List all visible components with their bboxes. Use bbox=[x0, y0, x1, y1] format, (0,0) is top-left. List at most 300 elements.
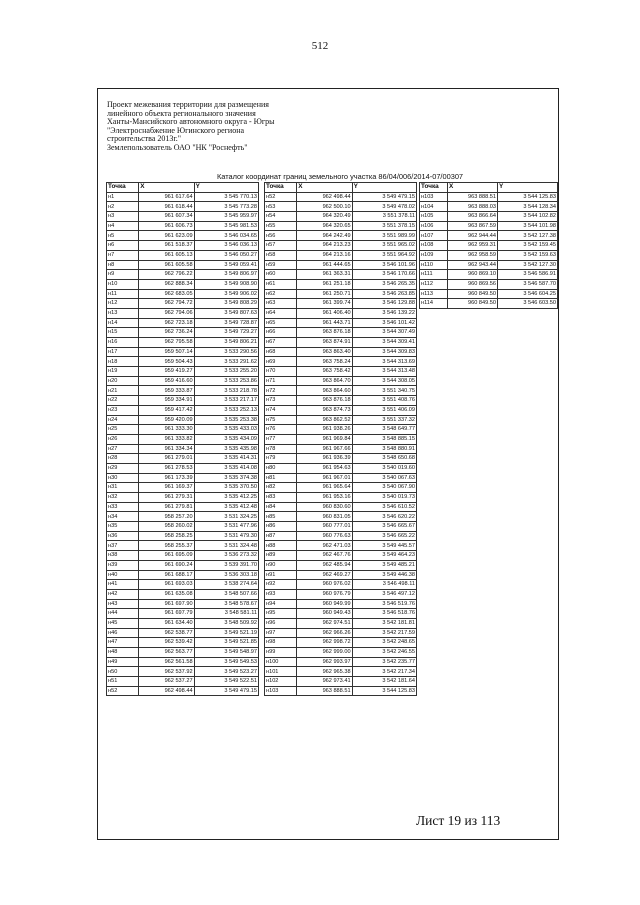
x-cell: 962 736.24 bbox=[139, 328, 194, 338]
table-row bbox=[107, 415, 259, 425]
x-cell: 961 635.08 bbox=[139, 589, 194, 599]
y-cell: 3 546 603.50 bbox=[498, 299, 558, 309]
x-cell: 961 688.17 bbox=[139, 570, 194, 580]
point-cell: н84 bbox=[265, 502, 297, 512]
y-cell: 3 542 127.30 bbox=[498, 260, 558, 270]
table-row bbox=[265, 192, 417, 202]
x-cell: 961 518.37 bbox=[139, 241, 194, 251]
x-cell: 962 973.41 bbox=[297, 677, 352, 687]
x-cell: 962 796.22 bbox=[139, 270, 194, 280]
x-cell: 961 969.84 bbox=[297, 434, 352, 444]
y-cell: 3 549 522.51 bbox=[194, 677, 258, 687]
y-cell: 3 548 880.91 bbox=[352, 444, 416, 454]
y-cell: 3 544 313.69 bbox=[352, 357, 416, 367]
y-cell: 3 551 378.15 bbox=[352, 221, 416, 231]
y-cell: 3 549 478.02 bbox=[352, 202, 416, 212]
x-cell: 960 949.99 bbox=[297, 599, 352, 609]
point-cell: н17 bbox=[107, 347, 139, 357]
y-cell: 3 544 125.83 bbox=[352, 686, 416, 696]
column-header-point: Точка bbox=[107, 183, 139, 193]
x-cell: 961 953.16 bbox=[297, 493, 352, 503]
x-cell: 961 695.09 bbox=[139, 551, 194, 561]
point-cell: н46 bbox=[107, 628, 139, 638]
y-cell: 3 544 309.41 bbox=[352, 338, 416, 348]
y-cell: 3 544 125.83 bbox=[498, 192, 558, 202]
x-cell: 961 333.82 bbox=[139, 434, 194, 444]
x-cell: 962 723.18 bbox=[139, 318, 194, 328]
point-cell: н40 bbox=[107, 570, 139, 580]
table-row bbox=[420, 202, 558, 212]
y-cell: 3 549 806.21 bbox=[194, 338, 258, 348]
y-cell: 3 546 139.22 bbox=[352, 308, 416, 318]
y-cell: 3 546 620.22 bbox=[352, 512, 416, 522]
table-row bbox=[420, 299, 558, 309]
table-row bbox=[107, 376, 259, 386]
table-row bbox=[107, 299, 259, 309]
y-cell: 3 549 808.29 bbox=[194, 299, 258, 309]
x-cell: 963 863.40 bbox=[297, 347, 352, 357]
y-cell: 3 533 290.56 bbox=[194, 347, 258, 357]
table-row bbox=[265, 493, 417, 503]
project-header bbox=[107, 101, 275, 153]
y-cell: 3 546 034.65 bbox=[194, 231, 258, 241]
y-cell: 3 539 391.70 bbox=[194, 560, 258, 570]
y-cell: 3 542 127.38 bbox=[498, 231, 558, 241]
x-cell: 964 213.23 bbox=[297, 241, 352, 251]
y-cell: 3 551 964.92 bbox=[352, 250, 416, 260]
y-cell: 3 542 181.64 bbox=[352, 677, 416, 687]
table-row bbox=[107, 202, 259, 212]
project-line: Ханты-Мансийского автономного округа - Югры bbox=[107, 117, 275, 127]
table-row bbox=[265, 425, 417, 435]
x-cell: 958 260.02 bbox=[139, 522, 194, 532]
x-cell: 959 507.14 bbox=[139, 347, 194, 357]
x-cell: 963 876.18 bbox=[297, 328, 352, 338]
y-cell: 3 533 217.17 bbox=[194, 396, 258, 406]
point-cell: н9 bbox=[107, 270, 139, 280]
y-cell: 3 544 313.48 bbox=[352, 367, 416, 377]
point-cell: н68 bbox=[265, 347, 297, 357]
x-cell: 959 420.09 bbox=[139, 415, 194, 425]
table-row bbox=[265, 347, 417, 357]
coordinates-table-1 bbox=[106, 182, 259, 696]
x-cell: 961 334.34 bbox=[139, 444, 194, 454]
y-cell: 3 546 519.76 bbox=[352, 599, 416, 609]
point-cell: н52 bbox=[265, 192, 297, 202]
x-cell: 960 849.50 bbox=[448, 299, 498, 309]
point-cell: н96 bbox=[265, 618, 297, 628]
y-cell: 3 549 908.90 bbox=[194, 279, 258, 289]
y-cell: 3 548 649.77 bbox=[352, 425, 416, 435]
table-row bbox=[265, 386, 417, 396]
point-cell: н73 bbox=[265, 396, 297, 406]
table-row bbox=[420, 250, 558, 260]
y-cell: 3 545 773.28 bbox=[194, 202, 258, 212]
point-cell: н43 bbox=[107, 599, 139, 609]
point-cell: н65 bbox=[265, 318, 297, 328]
x-cell: 962 539.42 bbox=[139, 638, 194, 648]
point-cell: н14 bbox=[107, 318, 139, 328]
y-cell: 3 544 128.34 bbox=[498, 202, 558, 212]
x-cell: 961 697.90 bbox=[139, 599, 194, 609]
point-cell: н105 bbox=[420, 212, 448, 222]
table-row bbox=[107, 250, 259, 260]
point-cell: н102 bbox=[265, 677, 297, 687]
table-row bbox=[107, 589, 259, 599]
table-row bbox=[107, 386, 259, 396]
x-cell: 961 278.53 bbox=[139, 463, 194, 473]
point-cell: н79 bbox=[265, 454, 297, 464]
x-cell: 962 561.58 bbox=[139, 657, 194, 667]
x-cell: 962 888.34 bbox=[139, 279, 194, 289]
table-row bbox=[265, 531, 417, 541]
x-cell: 961 623.09 bbox=[139, 231, 194, 241]
table-row bbox=[265, 618, 417, 628]
table-row bbox=[265, 677, 417, 687]
point-cell: н81 bbox=[265, 473, 297, 483]
y-cell: 3 546 129.88 bbox=[352, 299, 416, 309]
point-cell: н18 bbox=[107, 357, 139, 367]
point-cell: н25 bbox=[107, 425, 139, 435]
point-cell: н16 bbox=[107, 338, 139, 348]
point-cell: н33 bbox=[107, 502, 139, 512]
table-row bbox=[265, 648, 417, 658]
point-cell: н58 bbox=[265, 250, 297, 260]
y-cell: 3 533 252.13 bbox=[194, 405, 258, 415]
point-cell: н61 bbox=[265, 279, 297, 289]
x-cell: 963 866.64 bbox=[448, 212, 498, 222]
point-cell: н109 bbox=[420, 250, 448, 260]
table-row bbox=[107, 638, 259, 648]
table-row bbox=[107, 628, 259, 638]
point-cell: н62 bbox=[265, 289, 297, 299]
x-cell: 962 794.72 bbox=[139, 299, 194, 309]
point-cell: н100 bbox=[265, 657, 297, 667]
x-cell: 961 606.73 bbox=[139, 221, 194, 231]
table-row bbox=[107, 367, 259, 377]
table-row bbox=[265, 638, 417, 648]
y-cell: 3 546 170.66 bbox=[352, 270, 416, 280]
table-row bbox=[265, 415, 417, 425]
table-row bbox=[265, 318, 417, 328]
table-row bbox=[265, 241, 417, 251]
x-cell: 961 938.26 bbox=[297, 425, 352, 435]
table-row bbox=[107, 347, 259, 357]
point-cell: н110 bbox=[420, 260, 448, 270]
table-row bbox=[107, 512, 259, 522]
y-cell: 3 540 019.73 bbox=[352, 493, 416, 503]
point-cell: н86 bbox=[265, 522, 297, 532]
y-cell: 3 544 309.83 bbox=[352, 347, 416, 357]
table-row bbox=[107, 396, 259, 406]
point-cell: н74 bbox=[265, 405, 297, 415]
point-cell: н29 bbox=[107, 463, 139, 473]
table-row bbox=[265, 628, 417, 638]
y-cell: 3 551 965.02 bbox=[352, 241, 416, 251]
y-cell: 3 542 246.55 bbox=[352, 648, 416, 658]
point-cell: н82 bbox=[265, 483, 297, 493]
point-cell: н20 bbox=[107, 376, 139, 386]
point-cell: н6 bbox=[107, 241, 139, 251]
x-cell: 960 776.63 bbox=[297, 531, 352, 541]
x-cell: 962 974.51 bbox=[297, 618, 352, 628]
y-cell: 3 551 340.75 bbox=[352, 386, 416, 396]
point-cell: н48 bbox=[107, 648, 139, 658]
point-cell: н95 bbox=[265, 609, 297, 619]
point-cell: н28 bbox=[107, 454, 139, 464]
table-row bbox=[107, 531, 259, 541]
point-cell: н87 bbox=[265, 531, 297, 541]
x-cell: 962 683.05 bbox=[139, 289, 194, 299]
table-row bbox=[107, 192, 259, 202]
point-cell: н41 bbox=[107, 580, 139, 590]
x-cell: 962 537.92 bbox=[139, 667, 194, 677]
y-cell: 3 535 253.38 bbox=[194, 415, 258, 425]
y-cell: 3 549 729.27 bbox=[194, 328, 258, 338]
table-row bbox=[265, 250, 417, 260]
point-cell: н38 bbox=[107, 551, 139, 561]
table-row bbox=[265, 396, 417, 406]
table-row bbox=[265, 599, 417, 609]
y-cell: 3 549 549.53 bbox=[194, 657, 258, 667]
y-cell: 3 533 253.86 bbox=[194, 376, 258, 386]
table-row bbox=[107, 580, 259, 590]
table-row bbox=[420, 260, 558, 270]
table-row bbox=[420, 241, 558, 251]
table-row bbox=[107, 270, 259, 280]
x-cell: 961 605.13 bbox=[139, 250, 194, 260]
y-cell: 3 549 521.85 bbox=[194, 638, 258, 648]
point-cell: н77 bbox=[265, 434, 297, 444]
table-row bbox=[107, 221, 259, 231]
point-cell: н8 bbox=[107, 260, 139, 270]
y-cell: 3 538 274.64 bbox=[194, 580, 258, 590]
x-cell: 961 936.39 bbox=[297, 454, 352, 464]
table-row bbox=[107, 279, 259, 289]
y-cell: 3 549 485.21 bbox=[352, 560, 416, 570]
table-row bbox=[265, 502, 417, 512]
table-row bbox=[107, 444, 259, 454]
table-row bbox=[265, 367, 417, 377]
column-header-point: Точка bbox=[265, 183, 297, 193]
point-cell: н80 bbox=[265, 463, 297, 473]
y-cell: 3 549 521.19 bbox=[194, 628, 258, 638]
table-row bbox=[265, 221, 417, 231]
point-cell: н27 bbox=[107, 444, 139, 454]
table-row bbox=[107, 308, 259, 318]
table-row bbox=[107, 522, 259, 532]
table-row bbox=[265, 541, 417, 551]
x-cell: 961 618.44 bbox=[139, 202, 194, 212]
y-cell: 3 544 101.98 bbox=[498, 221, 558, 231]
point-cell: н75 bbox=[265, 415, 297, 425]
point-cell: н21 bbox=[107, 386, 139, 396]
table-row bbox=[265, 376, 417, 386]
point-cell: н104 bbox=[420, 202, 448, 212]
point-cell: н70 bbox=[265, 367, 297, 377]
y-cell: 3 536 303.18 bbox=[194, 570, 258, 580]
y-cell: 3 549 728.87 bbox=[194, 318, 258, 328]
table-row bbox=[265, 202, 417, 212]
x-cell: 962 500.10 bbox=[297, 202, 352, 212]
table-row bbox=[265, 580, 417, 590]
x-cell: 961 250.71 bbox=[297, 289, 352, 299]
point-cell: н3 bbox=[107, 212, 139, 222]
x-cell: 962 469.27 bbox=[297, 570, 352, 580]
y-cell: 3 551 378.11 bbox=[352, 212, 416, 222]
y-cell: 3 542 159.45 bbox=[498, 241, 558, 251]
y-cell: 3 544 307.49 bbox=[352, 328, 416, 338]
x-cell: 962 795.58 bbox=[139, 338, 194, 348]
point-cell: н12 bbox=[107, 299, 139, 309]
point-cell: н37 bbox=[107, 541, 139, 551]
x-cell: 962 999.00 bbox=[297, 648, 352, 658]
x-cell: 961 967.66 bbox=[297, 444, 352, 454]
table-row bbox=[265, 551, 417, 561]
x-cell: 961 967.01 bbox=[297, 473, 352, 483]
y-cell: 3 540 067.90 bbox=[352, 483, 416, 493]
y-cell: 3 546 586.91 bbox=[498, 270, 558, 280]
x-cell: 960 869.56 bbox=[448, 279, 498, 289]
y-cell: 3 551 408.76 bbox=[352, 396, 416, 406]
point-cell: н69 bbox=[265, 357, 297, 367]
y-cell: 3 545 959.97 bbox=[194, 212, 258, 222]
point-cell: н83 bbox=[265, 493, 297, 503]
point-cell: н24 bbox=[107, 415, 139, 425]
x-cell: 961 444.65 bbox=[297, 260, 352, 270]
x-cell: 962 959.31 bbox=[448, 241, 498, 251]
table-row bbox=[265, 405, 417, 415]
y-cell: 3 549 806.97 bbox=[194, 270, 258, 280]
table-row bbox=[107, 338, 259, 348]
x-cell: 958 257.20 bbox=[139, 512, 194, 522]
x-cell: 961 251.18 bbox=[297, 279, 352, 289]
table-row bbox=[107, 560, 259, 570]
point-cell: н107 bbox=[420, 231, 448, 241]
x-cell: 964 320.65 bbox=[297, 221, 352, 231]
y-cell: 3 540 019.60 bbox=[352, 463, 416, 473]
y-cell: 3 546 263.85 bbox=[352, 289, 416, 299]
point-cell: н19 bbox=[107, 367, 139, 377]
y-cell: 3 546 665.67 bbox=[352, 522, 416, 532]
y-cell: 3 549 445.57 bbox=[352, 541, 416, 551]
x-cell: 963 864.60 bbox=[297, 386, 352, 396]
point-cell: н35 bbox=[107, 522, 139, 532]
x-cell: 961 634.40 bbox=[139, 618, 194, 628]
x-cell: 964 213.16 bbox=[297, 250, 352, 260]
y-cell: 3 549 479.15 bbox=[194, 686, 258, 696]
point-cell: н45 bbox=[107, 618, 139, 628]
x-cell: 961 617.64 bbox=[139, 192, 194, 202]
point-cell: н15 bbox=[107, 328, 139, 338]
y-cell: 3 531 479.30 bbox=[194, 531, 258, 541]
table-row bbox=[265, 212, 417, 222]
x-cell: 963 864.70 bbox=[297, 376, 352, 386]
project-line: "Электроснабжение Югинского региона bbox=[107, 125, 245, 135]
x-cell: 961 279.01 bbox=[139, 454, 194, 464]
point-cell: н98 bbox=[265, 638, 297, 648]
point-cell: н34 bbox=[107, 512, 139, 522]
x-cell: 962 498.44 bbox=[297, 192, 352, 202]
x-cell: 962 965.38 bbox=[297, 667, 352, 677]
column-header-y: Y bbox=[194, 183, 258, 193]
y-cell: 3 535 433.03 bbox=[194, 425, 258, 435]
table-row bbox=[265, 434, 417, 444]
x-cell: 960 976.79 bbox=[297, 589, 352, 599]
point-cell: н54 bbox=[265, 212, 297, 222]
x-cell: 961 443.71 bbox=[297, 318, 352, 328]
point-cell: н23 bbox=[107, 405, 139, 415]
column-header-point: Точка bbox=[420, 183, 448, 193]
table-row bbox=[265, 686, 417, 696]
y-cell: 3 549 446.38 bbox=[352, 570, 416, 580]
y-cell: 3 535 434.09 bbox=[194, 434, 258, 444]
point-cell: н91 bbox=[265, 570, 297, 580]
x-cell: 959 334.91 bbox=[139, 396, 194, 406]
point-cell: н7 bbox=[107, 250, 139, 260]
point-cell: н112 bbox=[420, 279, 448, 289]
table-row bbox=[265, 463, 417, 473]
x-cell: 960 830.60 bbox=[297, 502, 352, 512]
table-row bbox=[107, 618, 259, 628]
point-cell: н88 bbox=[265, 541, 297, 551]
table-row bbox=[265, 657, 417, 667]
x-cell: 961 605.58 bbox=[139, 260, 194, 270]
y-cell: 3 542 217.59 bbox=[352, 628, 416, 638]
table-row bbox=[107, 328, 259, 338]
x-cell: 962 498.44 bbox=[139, 686, 194, 696]
project-line: Землепользователь ОАО "НК "Роснефть" bbox=[107, 142, 248, 152]
x-cell: 963 888.51 bbox=[448, 192, 498, 202]
point-cell: н32 bbox=[107, 493, 139, 503]
y-cell: 3 536 273.32 bbox=[194, 551, 258, 561]
x-cell: 960 869.10 bbox=[448, 270, 498, 280]
x-cell: 962 993.97 bbox=[297, 657, 352, 667]
x-cell: 958 255.37 bbox=[139, 541, 194, 551]
table-row bbox=[265, 270, 417, 280]
table-row bbox=[265, 667, 417, 677]
point-cell: н114 bbox=[420, 299, 448, 309]
y-cell: 3 535 412.48 bbox=[194, 502, 258, 512]
column-header-y: Y bbox=[498, 183, 558, 193]
column-header-x: X bbox=[139, 183, 194, 193]
point-cell: н2 bbox=[107, 202, 139, 212]
y-cell: 3 542 248.65 bbox=[352, 638, 416, 648]
y-cell: 3 531 324.48 bbox=[194, 541, 258, 551]
table-row bbox=[265, 522, 417, 532]
table-row bbox=[420, 289, 558, 299]
x-cell: 961 279.31 bbox=[139, 493, 194, 503]
y-cell: 3 546 265.35 bbox=[352, 279, 416, 289]
y-cell: 3 540 067.63 bbox=[352, 473, 416, 483]
table-row bbox=[265, 483, 417, 493]
table-row bbox=[265, 279, 417, 289]
y-cell: 3 545 981.53 bbox=[194, 221, 258, 231]
y-cell: 3 546 587.70 bbox=[498, 279, 558, 289]
table-row bbox=[107, 657, 259, 667]
point-cell: н26 bbox=[107, 434, 139, 444]
x-cell: 962 794.06 bbox=[139, 308, 194, 318]
coordinates-table-2 bbox=[264, 182, 417, 696]
table-row bbox=[265, 231, 417, 241]
coordinates-table-3 bbox=[419, 182, 558, 309]
point-cell: н30 bbox=[107, 473, 139, 483]
table-row bbox=[107, 241, 259, 251]
y-cell: 3 551 337.32 bbox=[352, 415, 416, 425]
y-cell: 3 551 406.09 bbox=[352, 405, 416, 415]
point-cell: н78 bbox=[265, 444, 297, 454]
x-cell: 963 862.52 bbox=[297, 415, 352, 425]
